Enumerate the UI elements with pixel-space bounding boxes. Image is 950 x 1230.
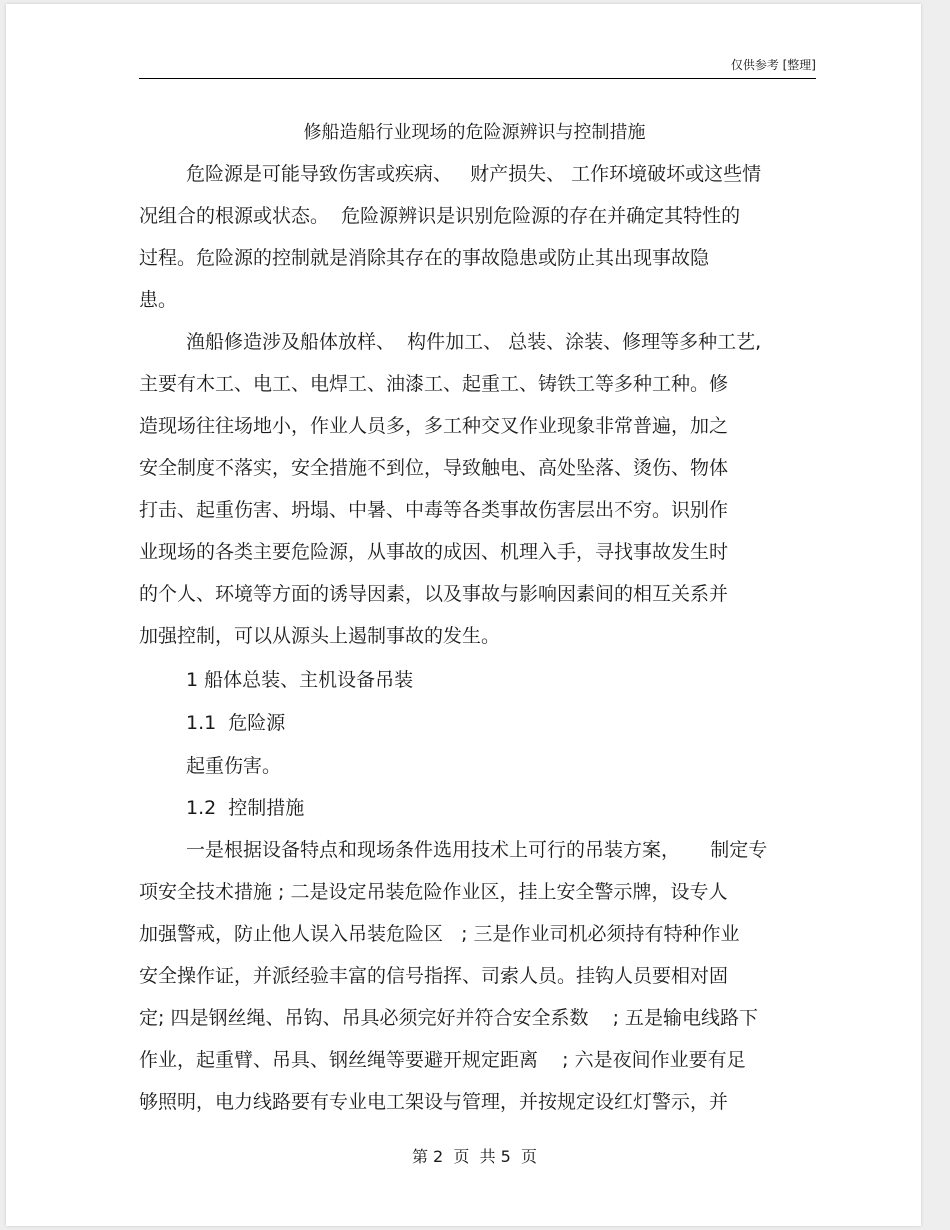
body-line: 的个人、环境等方面的诱导因素，以及事故与影响因素间的相互关系并 xyxy=(139,583,729,605)
body-line: 够照明，电力线路要有专业电工架设与管理，并按规定设红灯警示，并 xyxy=(139,1091,729,1113)
document-title: 修船造船行业现场的危险源辨识与控制措施 xyxy=(303,122,646,143)
body-line: 加强控制，可以从源头上遏制事故的发生。 xyxy=(139,625,501,647)
body-line: 患。 xyxy=(139,289,178,311)
page-header xyxy=(139,56,816,79)
subsection-heading: 1.2 控制措施 xyxy=(186,797,305,819)
body-line: 作业，起重臂、吊具、钢丝绳等要避开规定距离 ; 六是夜间作业要有足 xyxy=(139,1049,746,1071)
body-line: 打击、起重伤害、坍塌、中暑、中毒等各类事故伤害层出不穷。识别作 xyxy=(139,499,729,521)
body-line: 起重伤害。 xyxy=(186,755,282,777)
subsection-heading: 1.1 危险源 xyxy=(186,712,286,734)
body-line: 造现场往往场地小，作业人员多，多工种交叉作业现象非常普遍，加之 xyxy=(139,415,729,437)
body-line: 一是根据设备特点和现场条件选用技术上可行的吊装方案， 制定专 xyxy=(186,839,768,861)
body-line: 安全操作证，并派经验丰富的信号指挥、司索人员。挂钩人员要相对固 xyxy=(139,965,729,987)
body-line: 主要有木工、电工、电焊工、油漆工、起重工、铸铁工等多种工种。修 xyxy=(139,373,729,395)
body-line: 定; 四是钢丝绳、吊钩、吊具必须完好并符合安全系数 ; 五是输电线路下 xyxy=(139,1007,759,1029)
body-line: 过程。危险源的控制就是消除其存在的事故隐患或防止其出现事故隐 xyxy=(139,247,710,269)
header-note: 仅供参考 [整理] xyxy=(730,58,816,72)
body-line: 安全制度不落实，安全措施不到位，导致触电、高处坠落、烫伤、物体 xyxy=(139,457,729,479)
body-line: 危险源是可能导致伤害或疾病、 财产损失、 工作环境破坏或这些情 xyxy=(186,163,762,185)
body-line: 业现场的各类主要危险源，从事故的成因、机理入手，寻找事故发生时 xyxy=(139,541,729,563)
body-line: 渔船修造涉及船体放样、 构件加工、 总装、涂装、修理等多种工艺, xyxy=(186,331,762,353)
body-line: 项安全技术措施 ; 二是设定吊装危险作业区，挂上安全警示牌，设专人 xyxy=(139,881,728,903)
section-heading: 1 船体总装、主机设备吊装 xyxy=(186,669,414,691)
body-line: 加强警戒，防止他人误入吊装危险区 ; 三是作业司机必须持有特种作业 xyxy=(139,923,740,945)
document-page xyxy=(6,4,921,1226)
page-footer: 第 2 页 共 5 页 xyxy=(411,1147,538,1166)
body-line: 况组合的根源或状态。 危险源辨识是识别危险源的存在并确定其特性的 xyxy=(139,205,741,227)
